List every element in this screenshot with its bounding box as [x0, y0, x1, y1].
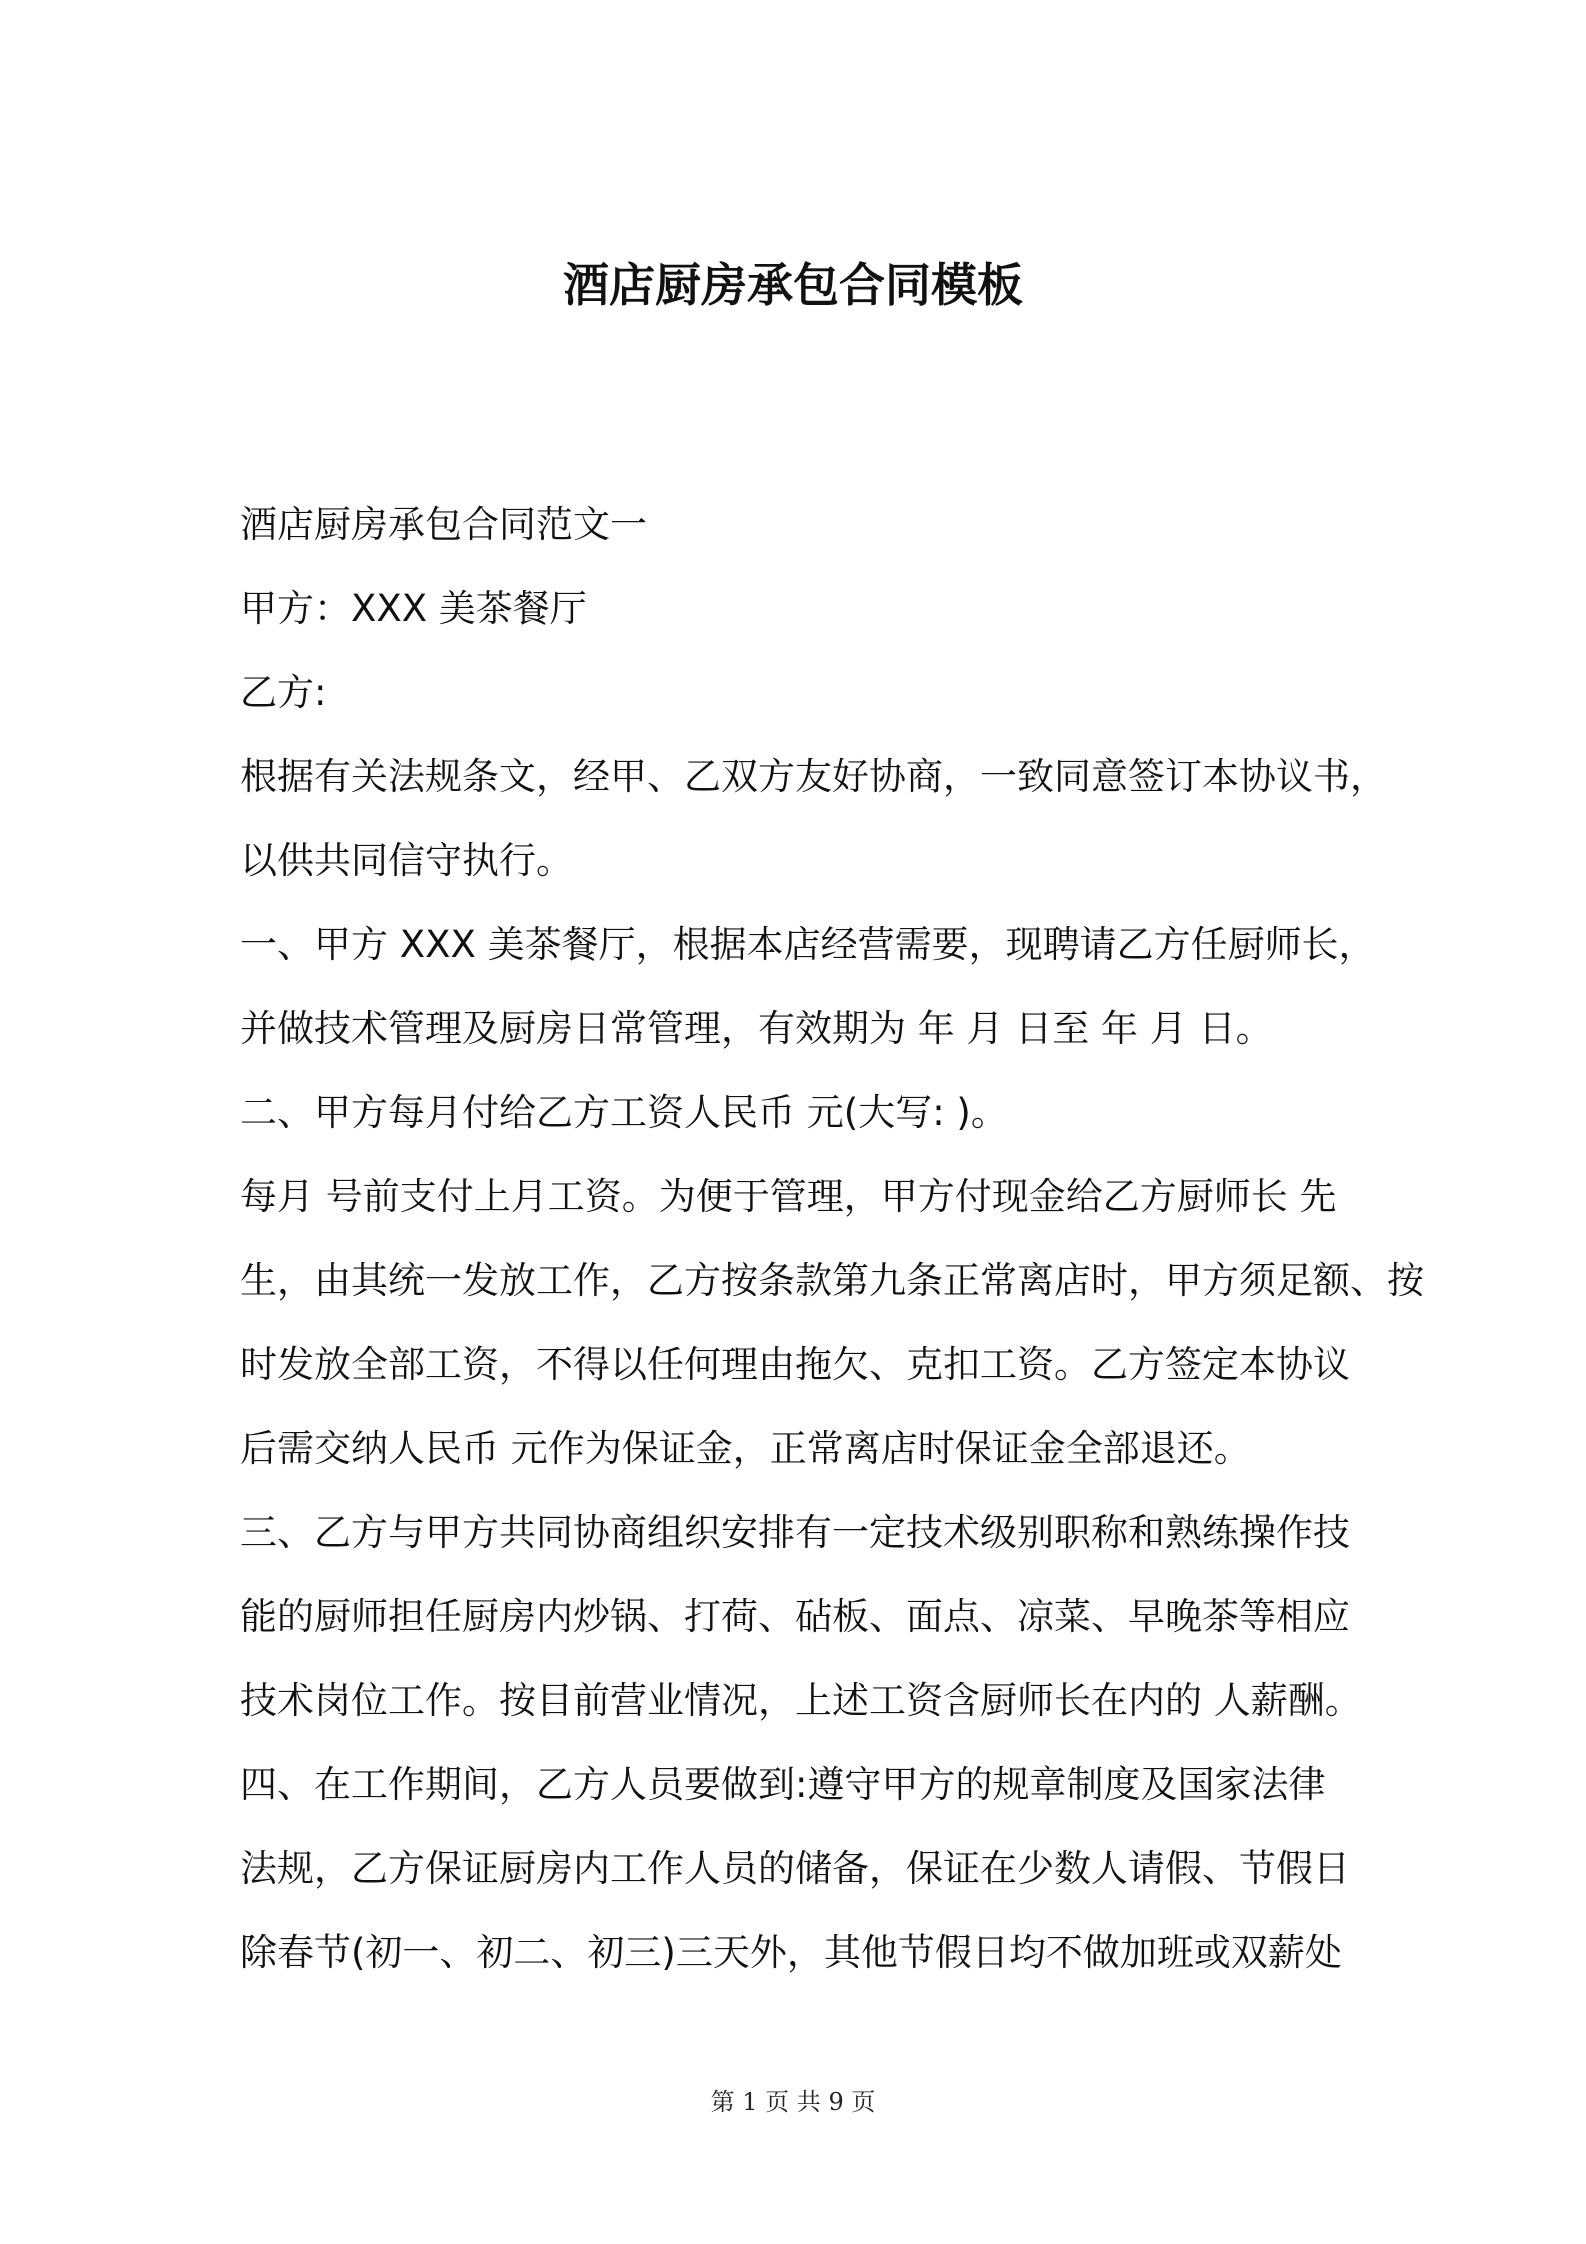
body-line: 技术岗位工作。按目前营业情况，上述工资含厨师长在内的 人薪酬。 [240, 1679, 1362, 1722]
body-line: 法规，乙方保证厨房内工作人员的储备，保证在少数人请假、节假日 [240, 1847, 1350, 1890]
body-line: 三、乙方与甲方共同协商组织安排有一定技术级别职称和熟练操作技 [240, 1511, 1350, 1554]
document-title: 酒店厨房承包合同模板 [563, 258, 1023, 312]
body-line: 除春节(初一、初二、初三)三天外，其他节假日均不做加班或双薪处 [240, 1931, 1342, 1974]
body-line: 生，由其统一发放工作，乙方按条款第九条正常离店时，甲方须足额、按 [240, 1259, 1424, 1302]
body-line: 乙方: [240, 671, 327, 714]
body-line: 甲方：XXX 美茶餐厅 [240, 587, 587, 630]
page-number: 第 1 页 共 9 页 [710, 2088, 876, 2116]
body-line: 时发放全部工资，不得以任何理由拖欠、克扣工资。乙方签定本协议 [240, 1343, 1350, 1386]
body-line: 以供共同信守执行。 [240, 839, 573, 882]
body-line: 后需交纳人民币 元作为保证金，正常离店时保证金全部退还。 [240, 1427, 1251, 1470]
document-body [240, 483, 1424, 1995]
body-line: 根据有关法规条文，经甲、乙双方友好协商，一致同意签订本协议书， [240, 755, 1387, 798]
body-line: 酒店厨房承包合同范文一 [240, 503, 647, 546]
body-line: 四、在工作期间，乙方人员要做到:遵守甲方的规章制度及国家法律 [240, 1763, 1326, 1806]
body-line: 每月 号前支付上月工资。为便于管理，甲方付现金给乙方厨师长 先 [240, 1175, 1337, 1218]
body-line: 能的厨师担任厨房内炒锅、打荷、砧板、面点、凉菜、早晚茶等相应 [240, 1595, 1350, 1638]
body-line: 一、甲方 XXX 美茶餐厅，根据本店经营需要，现聘请乙方任厨师长， [240, 923, 1376, 966]
body-line: 并做技术管理及厨房日常管理，有效期为 年 月 日至 年 月 日。 [240, 1007, 1273, 1050]
body-line: 二、甲方每月付给乙方工资人民币 元(大写: )。 [240, 1091, 1008, 1134]
